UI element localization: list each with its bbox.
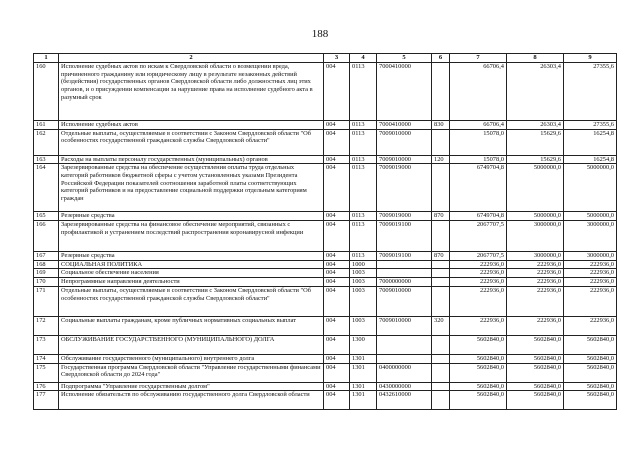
row-value-2022: 5602840,0 [507, 391, 564, 410]
row-value-2022: 3000000,0 [507, 221, 564, 252]
row-value-2021: 6749704,8 [450, 164, 507, 212]
row-value-2023: 222936,0 [564, 316, 617, 335]
row-value-2022: 222936,0 [507, 278, 564, 287]
row-code-section: 1301 [350, 382, 377, 391]
row-code-type [432, 63, 450, 121]
row-code-type: 870 [432, 252, 450, 261]
row-code-target: 0400000000 [377, 363, 432, 382]
row-name: Зарезервированные средства на обеспечение осуществления оплаты труда отдельных категорий работников бюджетной сферы с учетом установленных указами Президента Российской Федерации показателей соотношения заработной платы соответствующих категорий работников и на предоставление социальной поддержки отдельным категориям граждан [59, 164, 324, 212]
table-row [34, 129, 617, 155]
row-code-type [432, 278, 450, 287]
row-code-admin: 004 [324, 286, 350, 316]
row-value-2022: 26303,4 [507, 63, 564, 121]
row-code-admin: 004 [324, 221, 350, 252]
row-code-admin: 004 [324, 63, 350, 121]
row-code-admin: 004 [324, 252, 350, 261]
header-cell: 6 [432, 54, 450, 63]
row-name: Расходы на выплаты персоналу государственных (муниципальных) органов [59, 155, 324, 164]
row-value-2022: 5602840,0 [507, 354, 564, 363]
header-row [34, 54, 617, 63]
header-cell: 3 [324, 54, 350, 63]
row-value-2023: 16254,8 [564, 155, 617, 164]
row-code-admin: 004 [324, 335, 350, 354]
row-number: 166 [34, 221, 59, 252]
row-value-2023: 5000000,0 [564, 164, 617, 212]
row-value-2021: 15078,0 [450, 129, 507, 155]
row-name: Государственная программа Свердловской области "Управление государственными финансами Свердловской области до 2024 года" [59, 363, 324, 382]
row-code-admin: 004 [324, 363, 350, 382]
table-row [34, 269, 617, 278]
row-code-target [377, 260, 432, 269]
row-value-2022: 3000000,0 [507, 252, 564, 261]
row-value-2021: 5602840,0 [450, 335, 507, 354]
row-name: Исполнение судебных актов по искам к Свердловской области о возмещении вреда, причиненного гражданину или юридическому лицу в результате незаконных действий (бездействия) государственных органов Свердловской области либо должностных лиц этих органов, и о присуждении компенсации за нарушение права на исполнение судебного акта в разумный срок [59, 63, 324, 121]
row-value-2023: 16254,8 [564, 129, 617, 155]
row-value-2021: 5602840,0 [450, 363, 507, 382]
row-value-2021: 5602840,0 [450, 354, 507, 363]
row-code-section: 1301 [350, 391, 377, 410]
row-value-2023: 222936,0 [564, 260, 617, 269]
row-value-2021: 222936,0 [450, 286, 507, 316]
row-value-2023: 3000000,0 [564, 252, 617, 261]
table-row [34, 354, 617, 363]
row-code-type [432, 363, 450, 382]
row-code-target [377, 335, 432, 354]
row-value-2023: 5000000,0 [564, 212, 617, 221]
row-name: ОБСЛУЖИВАНИЕ ГОСУДАРСТВЕННОГО (МУНИЦИПАЛЬНОГО) ДОЛГА [59, 335, 324, 354]
row-value-2022: 222936,0 [507, 260, 564, 269]
row-code-section: 1301 [350, 363, 377, 382]
row-value-2022: 5602840,0 [507, 335, 564, 354]
budget-table [33, 53, 617, 410]
row-value-2022: 222936,0 [507, 286, 564, 316]
row-value-2021: 6749704,8 [450, 212, 507, 221]
row-name: Обслуживание государственного (муниципального) внутреннего долга [59, 354, 324, 363]
row-number: 160 [34, 63, 59, 121]
row-number: 167 [34, 252, 59, 261]
row-code-target [377, 354, 432, 363]
row-name: Отдельные выплаты, осуществляемые в соответствии с Законом Свердловской области "Об особенностях государственной гражданской службы Свердловской области" [59, 286, 324, 316]
row-code-target: 7009010000 [377, 316, 432, 335]
table-row [34, 278, 617, 287]
table-row [34, 391, 617, 410]
row-code-type [432, 164, 450, 212]
row-value-2022: 15629,6 [507, 129, 564, 155]
table-row [34, 121, 617, 130]
row-value-2021: 5602840,0 [450, 391, 507, 410]
row-code-section: 1301 [350, 354, 377, 363]
row-value-2021: 66706,4 [450, 63, 507, 121]
row-number: 172 [34, 316, 59, 335]
row-value-2023: 222936,0 [564, 269, 617, 278]
row-name: Зарезервированные средства на финансовое обеспечение мероприятий, связанных с профилактикой и устранением последствий распространения коронавирусной инфекции [59, 221, 324, 252]
table-row [34, 164, 617, 212]
row-value-2021: 222936,0 [450, 316, 507, 335]
row-number: 173 [34, 335, 59, 354]
row-code-section: 0113 [350, 63, 377, 121]
row-code-section: 0113 [350, 155, 377, 164]
row-value-2021: 15078,0 [450, 155, 507, 164]
table-row [34, 286, 617, 316]
table-row [34, 63, 617, 121]
row-value-2022: 222936,0 [507, 316, 564, 335]
row-code-section: 1003 [350, 269, 377, 278]
row-value-2023: 27355,6 [564, 121, 617, 130]
header-cell: 7 [450, 54, 507, 63]
row-code-admin: 004 [324, 382, 350, 391]
row-name: Социальное обеспечение населения [59, 269, 324, 278]
row-code-target: 7009019100 [377, 252, 432, 261]
table-row [34, 335, 617, 354]
row-name: Отдельные выплаты, осуществляемые в соответствии с Законом Свердловской области "Об особенностях государственной гражданской службы Свердловской области" [59, 129, 324, 155]
row-code-target: 7000410000 [377, 63, 432, 121]
row-code-type [432, 286, 450, 316]
table-row [34, 212, 617, 221]
row-name: Резервные средства [59, 212, 324, 221]
row-code-target: 0430000000 [377, 382, 432, 391]
table-row [34, 363, 617, 382]
header-cell: 4 [350, 54, 377, 63]
row-code-type [432, 260, 450, 269]
row-number: 165 [34, 212, 59, 221]
row-code-section: 1003 [350, 316, 377, 335]
row-number: 171 [34, 286, 59, 316]
row-number: 176 [34, 382, 59, 391]
row-code-type [432, 391, 450, 410]
header-cell: 1 [34, 54, 59, 63]
row-code-target: 7009010000 [377, 129, 432, 155]
row-value-2023: 5602840,0 [564, 335, 617, 354]
row-code-target: 7009019000 [377, 164, 432, 212]
table-row [34, 221, 617, 252]
row-value-2023: 222936,0 [564, 286, 617, 316]
row-code-type [432, 335, 450, 354]
row-code-type: 870 [432, 212, 450, 221]
row-value-2021: 222936,0 [450, 269, 507, 278]
row-value-2021: 5602840,0 [450, 382, 507, 391]
row-value-2023: 3000000,0 [564, 221, 617, 252]
row-number: 174 [34, 354, 59, 363]
row-code-section: 0113 [350, 252, 377, 261]
row-code-type [432, 269, 450, 278]
row-code-admin: 004 [324, 121, 350, 130]
table-row [34, 316, 617, 335]
row-value-2021: 222936,0 [450, 278, 507, 287]
row-code-section: 0113 [350, 212, 377, 221]
row-name: Исполнение судебных актов [59, 121, 324, 130]
row-code-type: 830 [432, 121, 450, 130]
row-name: Резервные средства [59, 252, 324, 261]
row-value-2021: 66706,4 [450, 121, 507, 130]
row-number: 177 [34, 391, 59, 410]
row-code-type [432, 354, 450, 363]
row-number: 170 [34, 278, 59, 287]
row-code-admin: 004 [324, 278, 350, 287]
row-name: Подпрограмма "Управление государственным долгом" [59, 382, 324, 391]
row-code-target: 7009010000 [377, 286, 432, 316]
row-value-2023: 5602840,0 [564, 391, 617, 410]
row-code-admin: 004 [324, 391, 350, 410]
row-value-2021: 222936,0 [450, 260, 507, 269]
row-code-type [432, 129, 450, 155]
table-row [34, 155, 617, 164]
row-code-section: 1003 [350, 286, 377, 316]
table-row [34, 252, 617, 261]
row-value-2022: 26303,4 [507, 121, 564, 130]
row-code-type [432, 382, 450, 391]
row-value-2022: 5000000,0 [507, 212, 564, 221]
row-code-admin: 004 [324, 269, 350, 278]
row-code-type: 120 [432, 155, 450, 164]
row-name: СОЦИАЛЬНАЯ ПОЛИТИКА [59, 260, 324, 269]
row-value-2023: 222936,0 [564, 278, 617, 287]
row-code-section: 1000 [350, 260, 377, 269]
row-name: Социальные выплаты гражданам, кроме публичных нормативных социальных выплат [59, 316, 324, 335]
row-number: 163 [34, 155, 59, 164]
row-code-section: 0113 [350, 121, 377, 130]
row-value-2023: 5602840,0 [564, 354, 617, 363]
table-body [34, 63, 617, 410]
row-code-admin: 004 [324, 129, 350, 155]
row-code-target: 7009019100 [377, 221, 432, 252]
row-code-type [432, 221, 450, 252]
row-name: Непрограммные направления деятельности [59, 278, 324, 287]
row-number: 175 [34, 363, 59, 382]
header-cell: 2 [59, 54, 324, 63]
row-code-target [377, 269, 432, 278]
row-value-2023: 5602840,0 [564, 382, 617, 391]
row-value-2022: 5602840,0 [507, 382, 564, 391]
row-value-2022: 5602840,0 [507, 363, 564, 382]
row-code-target: 7000410000 [377, 121, 432, 130]
row-number: 161 [34, 121, 59, 130]
row-name: Исполнение обязательств по обслуживанию государственного долга Свердловской области [59, 391, 324, 410]
row-code-type: 320 [432, 316, 450, 335]
row-code-section: 0113 [350, 129, 377, 155]
row-code-admin: 004 [324, 155, 350, 164]
page-number: 188 [311, 28, 329, 40]
header-cell: 8 [507, 54, 564, 63]
row-value-2021: 2067707,5 [450, 221, 507, 252]
row-code-section: 0113 [350, 221, 377, 252]
row-code-admin: 004 [324, 316, 350, 335]
row-code-target: 7000000000 [377, 278, 432, 287]
row-code-admin: 004 [324, 260, 350, 269]
header-cell: 9 [564, 54, 617, 63]
row-value-2022: 222936,0 [507, 269, 564, 278]
row-value-2023: 5602840,0 [564, 363, 617, 382]
row-value-2023: 27355,6 [564, 63, 617, 121]
row-value-2022: 15629,6 [507, 155, 564, 164]
row-code-admin: 004 [324, 164, 350, 212]
row-number: 169 [34, 269, 59, 278]
table-row [34, 382, 617, 391]
table-row [34, 260, 617, 269]
row-code-section: 0113 [350, 164, 377, 212]
row-code-target: 0432610000 [377, 391, 432, 410]
row-code-target: 7009019000 [377, 212, 432, 221]
row-code-admin: 004 [324, 354, 350, 363]
row-code-section: 1003 [350, 278, 377, 287]
row-code-section: 1300 [350, 335, 377, 354]
row-number: 162 [34, 129, 59, 155]
row-number: 168 [34, 260, 59, 269]
row-code-admin: 004 [324, 212, 350, 221]
row-value-2021: 2067707,5 [450, 252, 507, 261]
row-code-target: 7009010000 [377, 155, 432, 164]
row-value-2022: 5000000,0 [507, 164, 564, 212]
header-cell: 5 [377, 54, 432, 63]
row-number: 164 [34, 164, 59, 212]
